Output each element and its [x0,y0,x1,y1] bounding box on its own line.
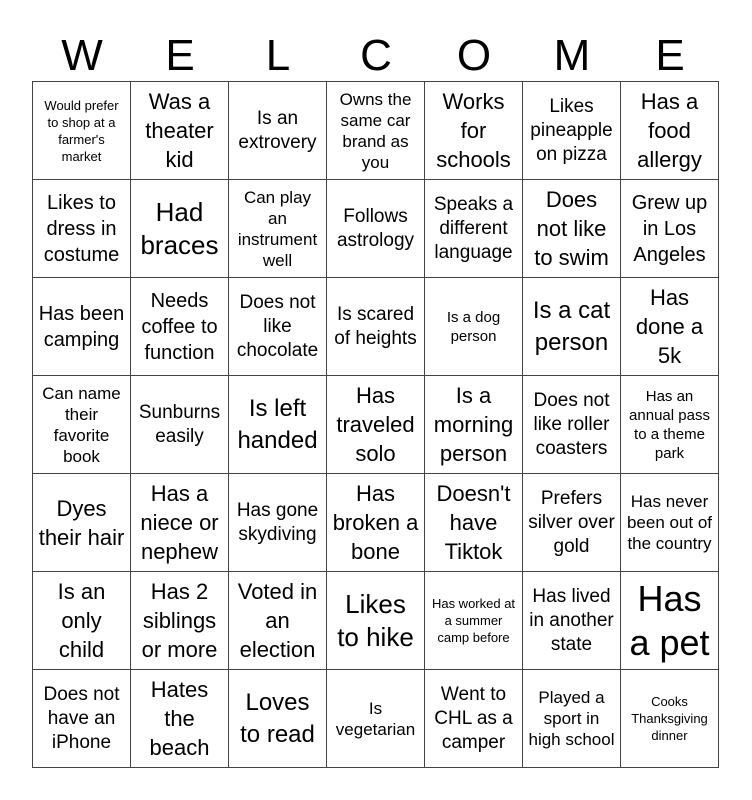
cell-text: Speaks a different language [433,193,514,263]
cell-text: Works for schools [436,89,511,172]
cell-text: Likes pineapple on pizza [530,95,613,165]
bingo-cell[interactable] [229,376,327,474]
cell-text: Grew up in Los Angeles [631,191,708,266]
cell-text: Has an annual pass to a theme park [629,387,710,462]
bingo-cell[interactable] [523,82,621,180]
bingo-cell[interactable] [425,474,523,572]
cell-text: Is vegetarian [335,698,416,739]
bingo-grid [32,81,719,768]
cell-text: Is a dog person [446,308,501,345]
bingo-cell[interactable] [621,670,719,768]
cell-text: Dyes their hair [38,495,125,550]
bingo-cell[interactable] [131,278,229,376]
cell-text: Played a sport in high school [528,688,615,749]
header-letter: C [360,31,392,80]
header-letter: E [165,31,195,80]
cell-text: Cooks Thanksgiving dinner [631,694,708,743]
bingo-cell[interactable] [229,278,327,376]
cell-text: Has a niece or nephew [140,481,219,564]
bingo-cell[interactable] [229,474,327,572]
bingo-cell[interactable] [425,376,523,474]
bingo-cell[interactable] [425,572,523,670]
bingo-cell[interactable] [327,376,425,474]
bingo-cell[interactable] [621,474,719,572]
bingo-cell[interactable] [621,180,719,278]
header-letter: E [655,31,685,80]
cell-text: Does not like roller coasters [533,389,610,459]
cell-text: Is left handed [237,394,318,454]
cell-text: Doesn't have Tiktok [436,481,511,564]
bingo-cell[interactable] [621,572,719,670]
cell-text: Is an extrovery [238,107,317,153]
cell-text: Prefers silver over gold [528,487,615,557]
bingo-cell[interactable] [523,180,621,278]
bingo-cell[interactable] [523,376,621,474]
cell-text: Is an only child [57,579,106,662]
cell-text: Needs coffee to function [141,289,218,364]
cell-text: Has broken a bone [332,481,419,564]
cell-text: Is scared of heights [334,303,417,349]
bingo-cell[interactable] [33,180,131,278]
cell-text: Does not have an iPhone [43,683,120,753]
header-letter: L [265,31,291,80]
cell-text: Voted in an election [237,579,318,662]
bingo-cell[interactable] [33,474,131,572]
cell-text: Had braces [140,196,219,260]
bingo-cell[interactable] [131,180,229,278]
cell-text: Has done a 5k [635,285,704,368]
cell-text: Has lived in another state [529,585,614,655]
cell-text: Went to CHL as a camper [434,683,513,753]
cell-text: Loves to read [240,688,315,748]
bingo-cell[interactable] [327,82,425,180]
cell-text: Has worked at a summer camp before [431,596,516,645]
bingo-cell[interactable] [425,82,523,180]
bingo-cell[interactable] [33,82,131,180]
header-letter: O [456,31,492,80]
cell-text: Has a food allergy [637,89,702,172]
bingo-cell[interactable] [621,278,719,376]
bingo-cell[interactable] [33,278,131,376]
cell-text: Has 2 siblings or more [141,579,218,662]
header-letter: M [553,31,591,80]
bingo-cell[interactable] [425,278,523,376]
bingo-cell[interactable] [229,572,327,670]
welcome-header [33,30,719,82]
header-letter: W [61,31,103,80]
cell-text: Hates the beach [149,677,210,760]
cell-text: Would prefer to shop at a farmer's market [44,97,119,164]
bingo-cell[interactable] [229,670,327,768]
cell-text: Owns the same car brand as you [339,89,412,172]
bingo-cell[interactable] [621,82,719,180]
bingo-cell[interactable] [33,376,131,474]
bingo-cell[interactable] [327,278,425,376]
bingo-cell[interactable] [425,670,523,768]
cell-text: Has been camping [38,302,125,351]
cell-text: Has never been out of the country [626,492,713,553]
cell-text: Has gone skydiving [236,499,319,545]
cell-text: Can name their favorite book [42,383,121,466]
bingo-cell[interactable] [327,180,425,278]
cell-text: Likes to hike [337,588,414,652]
bingo-cell[interactable] [33,670,131,768]
cell-text: Sunburns easily [138,401,221,447]
cell-text: Was a theater kid [145,89,214,172]
cell-text: Does not like to swim [534,187,609,270]
bingo-cell[interactable] [131,474,229,572]
bingo-cell[interactable] [131,670,229,768]
cell-text: Likes to dress in costume [43,191,120,266]
bingo-cell[interactable] [327,474,425,572]
bingo-cell[interactable] [131,572,229,670]
cell-text: Does not like chocolate [236,291,319,361]
cell-text: Is a cat person [532,296,611,356]
bingo-cell[interactable] [425,180,523,278]
bingo-cell[interactable] [131,82,229,180]
bingo-cell[interactable] [33,572,131,670]
bingo-cell[interactable] [327,572,425,670]
bingo-cell[interactable] [523,278,621,376]
cell-text: Follows astrology [336,205,415,251]
cell-text: Can play an instrument well [237,187,318,270]
cell-text: Has traveled solo [336,383,415,466]
bingo-cell[interactable] [229,82,327,180]
bingo-cell[interactable] [131,376,229,474]
bingo-cell[interactable] [523,474,621,572]
bingo-cell[interactable] [621,376,719,474]
bingo-cell[interactable] [523,670,621,768]
bingo-cell[interactable] [327,670,425,768]
bingo-cell[interactable] [523,572,621,670]
bingo-cell[interactable] [229,180,327,278]
cell-text: Has a pet [629,577,710,663]
cell-text: Is a morning person [433,383,514,466]
